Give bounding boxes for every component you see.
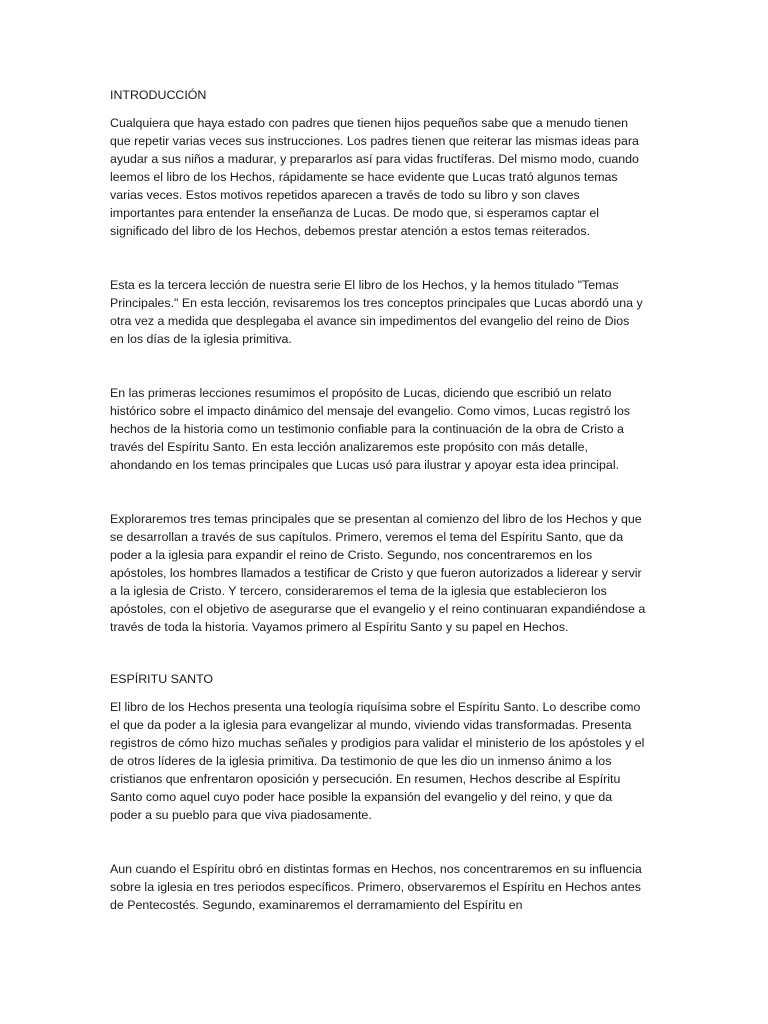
document-page xyxy=(110,86,646,914)
paragraph-spacer xyxy=(110,348,646,384)
paragraph-espiritu-2: Aun cuando el Espíritu obró en distintas formas en Hechos, nos concentraremos en su influencia sobre la iglesia en tres periodos específicos. Primero, observaremos el Espíritu en Hechos antes de Pentecostés. Segundo, examinaremos el derramamiento del Espíritu en xyxy=(110,862,642,912)
paragraph-spacer xyxy=(110,824,646,860)
section-spacer xyxy=(110,636,646,670)
paragraph-espiritu-1: El libro de los Hechos presenta una teología riquísima sobre el Espíritu Santo. Lo describe como el que da poder a la iglesia para evangelizar al mundo, viviendo vidas transformadas. Presenta registros de cómo hizo muchas señales y prodigios para validar el ministerio de los apóstoles y el de otros líderes de la iglesia primitiva. Da testimonio de que les dio un inmenso ánimo a los cristianos que enfrentaron oposición y persecución. En resumen, Hechos describe al Espíritu Santo como aquel cuyo poder hace posible la expansión del evangelio y del reino, y que da poder a su pueblo para que viva piadosamente. xyxy=(110,700,645,822)
section-heading-espiritu-santo: ESPÍRITU SANTO xyxy=(110,672,214,686)
section-heading-introduccion: INTRODUCCIÓN xyxy=(110,88,207,102)
paragraph-intro-1: Cualquiera que haya estado con padres que tienen hijos pequeños sabe que a menudo tienen que repetir varias veces sus instrucciones. Los padres tienen que reiterar las mismas ideas para ayudar a sus niños a madurar, y prepararlos así para vidas fructíferas. Del mismo modo, cuando leemos el libro de los Hechos, rápidamente se hace evidente que Lucas trató algunos temas varias veces. Estos motivos repetidos aparecen a través de todo su libro y son claves importantes para entender la enseñanza de Lucas. De modo que, si esperamos captar el significado del libro de los Hechos, debemos prestar atención a estos temas reiterados. xyxy=(110,116,639,238)
paragraph-intro-2: Esta es la tercera lección de nuestra serie El libro de los Hechos, y la hemos titulado "Temas Principales." En esta lección, revisaremos los tres conceptos principales que Lucas abordó una y otra vez a medida que desplegaba el avance sin impedimentos del evangelio del reino de Dios en los días de la iglesia primitiva. xyxy=(110,278,643,346)
paragraph-spacer xyxy=(110,474,646,510)
paragraph-intro-3: En las primeras lecciones resumimos el propósito de Lucas, diciendo que escribió un relato histórico sobre el impacto dinámico del mensaje del evangelio. Como vimos, Lucas registró los hechos de la historia como un testimonio confiable para la continuación de la obra de Cristo a través del Espíritu Santo. En esta lección analizaremos este propósito con más detalle, ahondando en los temas principales que Lucas usó para ilustrar y apoyar esta idea principal. xyxy=(110,386,630,472)
paragraph-intro-4: Exploraremos tres temas principales que se presentan al comienzo del libro de los Hechos y que se desarrollan a través de sus capítulos. Primero, veremos el tema del Espíritu Santo, que da poder a la iglesia para expandir el reino de Cristo. Segundo, nos concentraremos en los apóstoles, los hombres llamados a testificar de Cristo y que fueron autorizados a liderear y servir a la iglesia de Cristo. Y tercero, consideraremos el tema de la iglesia que establecieron los apóstoles, con el objetivo de asegurarse que el evangelio y el reino continuaran expandiéndose a través de toda la historia. Vayamos primero al Espíritu Santo y su papel en Hechos. xyxy=(110,512,646,634)
paragraph-spacer xyxy=(110,240,646,276)
